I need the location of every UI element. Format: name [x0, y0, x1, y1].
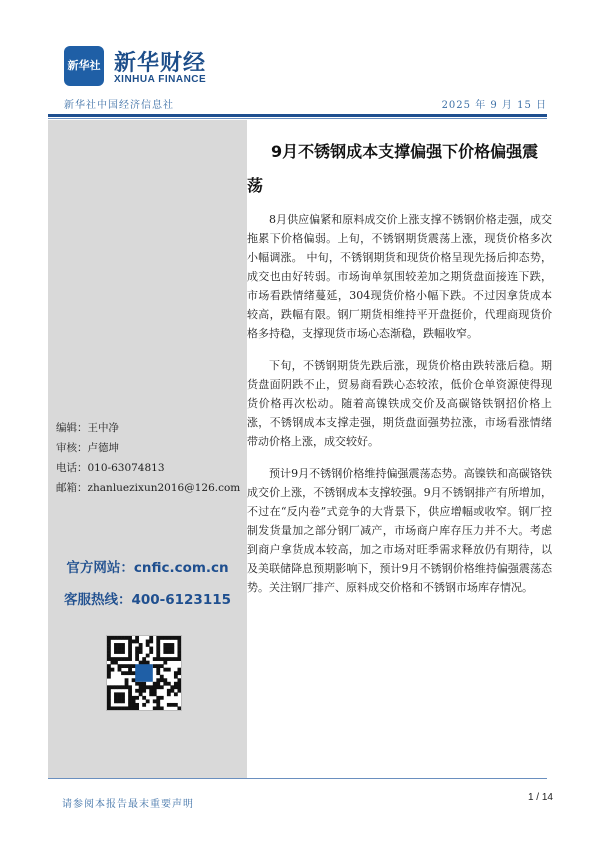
header-divider	[48, 114, 547, 117]
disclaimer-note: 请参阅本报告最末重要声明	[62, 799, 194, 810]
contact-info	[56, 418, 240, 498]
editor: 编辑：王中净	[56, 422, 119, 434]
paragraph: 下旬，不锈钢期货先跌后涨，现货价格由跌转涨后稳。期货盘面阴跌不止，贸易商看跌心态较浓，低价仓单资源使得现货价格再次松动。随着高镍铁成交价及高碳铬铁钢招价格上涨，不锈钢成本支撑走强，期货盘面强势拉涨，市场看涨情绪带动价格上涨，成交较好。	[247, 359, 552, 448]
brand-name-cn: 新华财经	[114, 50, 207, 76]
paragraph: 8月供应偏紧和原料成交价上涨支撑不锈钢价格走强，成交拖累下价格偏弱。上旬，不锈钢期货震荡上涨，现货价格多次小幅调涨。 中旬，不锈钢期货和现货价格呈现先扬后抑态势，成交也由好转弱。市场询单氛围较差加之期货盘面接连下跌，市场看跌情绪蔓延，304现货价格小幅下跌。不过因拿货成本较高，跌幅有限。钢厂期货相维持平开盘挺价，代理商现货价格多持稳，支撑现货市场心态渐稳，跌幅收窄。	[247, 213, 552, 340]
header-divider-thin	[48, 118, 547, 119]
qr-code-icon	[106, 635, 182, 711]
official-website: 官方网站：cnfic.com.cn	[66, 560, 229, 576]
report-body	[247, 210, 552, 610]
service-hotline: 客服热线：400-6123115	[63, 592, 232, 608]
report-date: 2025 年 9 月 15 日	[441, 100, 547, 111]
reviewer: 审核：卢德坤	[56, 442, 119, 454]
phone: 电话：010-63074813	[56, 462, 165, 474]
footer-divider	[48, 778, 547, 779]
report-title: 9月不锈钢成本支撑偏强下价格偏强震荡	[247, 142, 539, 195]
organization-name: 新华社中国经济信息社	[64, 100, 174, 111]
paragraph: 预计9月不锈钢价格维持偏强震荡态势。高镍铁和高碳铬铁成交价上涨，不锈钢成本支撑较强。9月不锈钢排产有所增加，不过在“反内卷”式竞争的大背景下，供应增幅或收窄。钢厂控制发货量加之部分钢厂减产，市场商户库存压力并不大。考虑到商户拿货成本较高，加之市场对旺季需求释放仍有期待，以及美联储降息预期影响下，预计9月不锈钢价格维持偏强震荡态势。关注钢厂排产、原料成交价格和不锈钢市场库存情况。	[247, 467, 552, 594]
page-number: 1 / 14	[527, 792, 553, 803]
email: 邮箱：zhanluezixun2016@126.com	[56, 482, 241, 494]
brand-name-en: XINHUA FINANCE	[114, 74, 207, 85]
xinhua-logo-icon: 新华社	[64, 46, 104, 86]
